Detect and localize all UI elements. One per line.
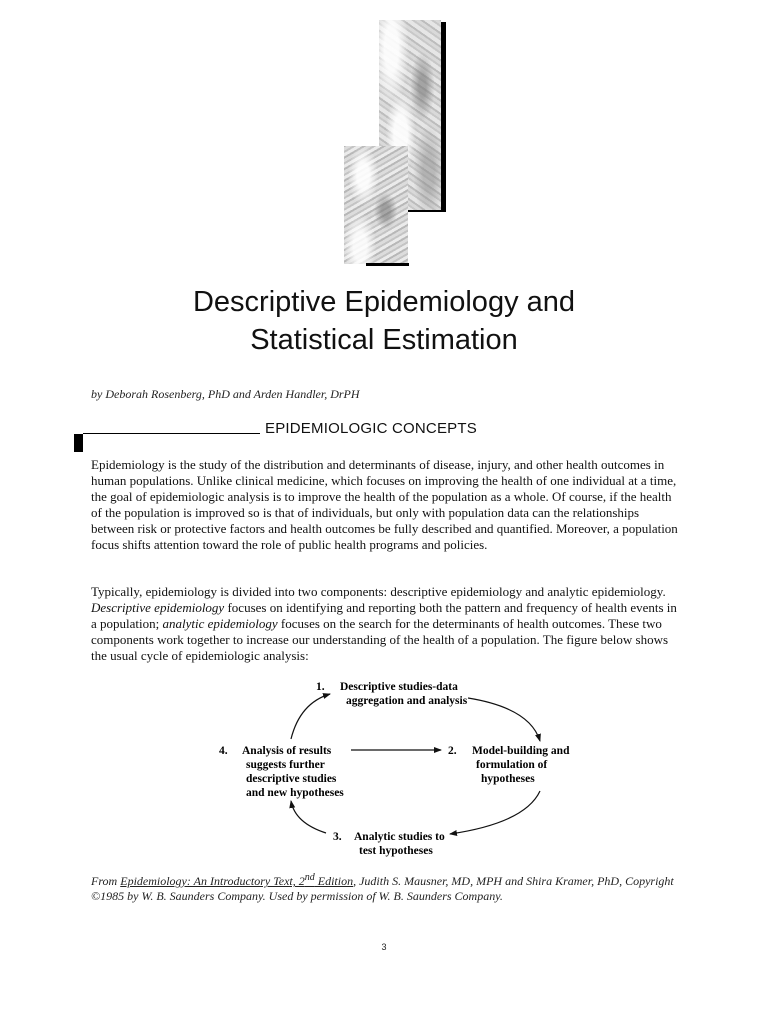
byline: by Deborah Rosenberg, PhD and Arden Handler, DrPH: [91, 387, 360, 401]
marble-underline: [366, 263, 409, 266]
step-3-number: 3.: [333, 831, 342, 843]
step-4-line-2: suggests further: [246, 759, 325, 771]
arrow-4-to-1: [291, 694, 330, 739]
section-rule: [83, 433, 260, 434]
epidemiologic-cycle-diagram: [200, 673, 600, 865]
step-3-line-1: Analytic studies to: [354, 831, 445, 843]
paragraph-2-text-b: focuses on identifying and reporting both the pattern and frequency of health events in a population;: [91, 600, 677, 631]
figure-citation: [91, 870, 681, 904]
step-2-line-1: Model-building and: [472, 745, 570, 757]
title-line-2: Statistical Estimation: [250, 324, 518, 356]
section-marker: [74, 434, 83, 452]
step-1-line-2: aggregation and analysis: [346, 695, 468, 707]
step-1-line-1: Descriptive studies-data: [340, 681, 458, 693]
step-3-line-2: test hypotheses: [359, 845, 433, 857]
citation-source: Epidemiology: An Introductory Text, 2: [120, 874, 305, 888]
step-2-line-3: hypotheses: [481, 773, 535, 785]
step-2-line-2: formulation of: [476, 759, 548, 771]
citation-source-title: [120, 874, 353, 888]
citation-edition: Edition: [314, 874, 354, 888]
citation-sup: nd: [304, 872, 315, 883]
paragraph-2: [91, 584, 681, 664]
paragraph-2-text-c: focuses on the search for the determinants of health outcomes. These two components work together to increase our understanding of the health of a population. The figure below shows the usual cycle of epidemiologic analysis:: [91, 616, 669, 663]
section-heading: EPIDEMIOLOGIC CONCEPTS: [265, 420, 477, 437]
term-analytic-epidemiology: analytic epidemiology: [162, 616, 278, 631]
paragraph-1: Epidemiology is the study of the distribution and determinants of disease, injury, and other health outcomes in human populations. Unlike clinical medicine, which focuses on improving the health of one individual at a time, the goal of epidemiologic analysis is to improve the health of the population as a whole. Of course, if the health of the population is improved so is that of individuals, but only with population data can the relationships between risk or protective factors and health outcomes be fully described and quantified. Moreover, a population focus shifts attention toward the role of public health programs and policies.: [91, 457, 678, 552]
citation-rest: , Judith S. Mausner, MD, MPH and Shira Kramer, PhD, Copyright ©1985 by W. B. Saunders Company. Used by permission of W. B. Saunders Company.: [91, 874, 674, 903]
step-4-line-3: descriptive studies: [246, 773, 337, 785]
page-title: [120, 283, 648, 359]
step-4-number: 4.: [219, 745, 228, 757]
page-number: 3: [381, 942, 387, 952]
arrow-3-to-4: [291, 801, 326, 833]
step-4-line-1: Analysis of results: [242, 745, 332, 757]
term-descriptive-epidemiology: Descriptive epidemiology: [91, 600, 225, 615]
arrow-1-to-2: [468, 698, 540, 741]
citation-prefix: From: [91, 874, 121, 888]
step-1-number: 1.: [316, 681, 325, 693]
paragraph-2-text-a: Typically, epidemiology is divided into two components: descriptive epidemiology and analytic epidemiology.: [91, 584, 666, 599]
step-4-line-4: and new hypotheses: [246, 787, 344, 799]
arrow-2-to-3: [450, 791, 540, 834]
step-2-number: 2.: [448, 745, 457, 757]
marble-block-bottom: [344, 146, 408, 264]
title-line-1: Descriptive Epidemiology and: [192, 286, 576, 318]
